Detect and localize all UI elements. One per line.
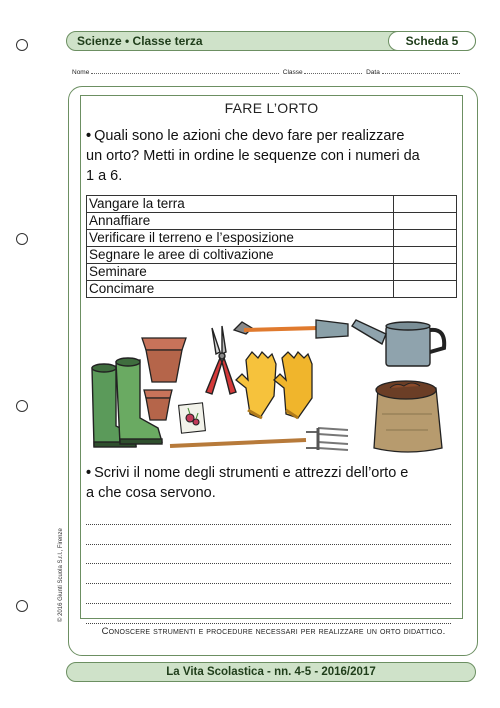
table-row <box>87 281 457 298</box>
question-1-line-2: un orto? Metti in ordine le sequenze con i numeri da <box>86 148 420 164</box>
answer-line[interactable] <box>86 564 451 584</box>
sequence-table <box>86 195 457 298</box>
copyright-notice: © 2016 Giunti Scuola S.r.l., Firenze <box>58 528 64 622</box>
pruning-shears-icon <box>206 326 236 394</box>
footer-bar <box>66 662 476 682</box>
table-row <box>87 230 457 247</box>
class-label: Classe <box>282 69 303 76</box>
soil-sack-icon <box>374 381 442 452</box>
class-field[interactable] <box>304 67 362 74</box>
table-row <box>87 196 457 213</box>
gardening-gloves-icon <box>236 352 312 418</box>
sequence-text: Seminare <box>87 264 394 281</box>
garden-tools-illustration <box>86 318 461 460</box>
sequence-number-cell[interactable] <box>394 196 457 213</box>
question-2 <box>86 463 461 503</box>
question-1 <box>86 126 461 186</box>
answer-line[interactable] <box>86 525 451 545</box>
answer-line[interactable] <box>86 584 451 604</box>
sequence-number-cell[interactable] <box>394 264 457 281</box>
sequence-number-cell[interactable] <box>394 213 457 230</box>
question-1-line-1: Quali sono le azioni che devo fare per realizzare <box>94 128 405 144</box>
answer-line[interactable] <box>86 545 451 565</box>
sequence-number-cell[interactable] <box>394 281 457 298</box>
sequence-text: Annaffiare <box>87 213 394 230</box>
punch-hole-top <box>16 39 28 51</box>
sequence-text: Vangare la terra <box>87 196 394 213</box>
table-row <box>87 247 457 264</box>
watering-can-icon <box>352 320 444 366</box>
seed-packet-icon <box>179 403 206 433</box>
date-field[interactable] <box>382 67 460 74</box>
answer-lines <box>86 505 451 624</box>
punch-hole-lower <box>16 400 28 412</box>
sequence-text: Segnare le aree di coltivazione <box>87 247 394 264</box>
punch-hole-bottom <box>16 600 28 612</box>
punch-hole-upper <box>16 233 28 245</box>
name-field[interactable] <box>91 67 279 74</box>
header-bar <box>66 31 476 51</box>
sequence-text: Concimare <box>87 281 394 298</box>
table-row <box>87 264 457 281</box>
sequence-text: Verificare il terreno e l’esposizione <box>87 230 394 247</box>
question-2-line-2: a che cosa servono. <box>86 485 216 501</box>
question-2-line-1: Scrivi il nome degli strumenti e attrezzi dell’orto e <box>94 465 409 481</box>
date-label: Data <box>366 69 380 76</box>
answer-line[interactable] <box>86 505 451 525</box>
sequence-number-cell[interactable] <box>394 247 457 264</box>
flower-pot-large-icon <box>142 338 186 382</box>
name-label: Nome <box>72 69 90 76</box>
sequence-number-cell[interactable] <box>394 230 457 247</box>
publication-label: La Vita Scolastica - nn. 4-5 - 2016/2017 <box>166 666 376 678</box>
learning-objective: Conoscere strumenti e procedure necessari per realizzare un orto didattico. <box>101 626 446 637</box>
bullet-icon: • <box>86 465 92 481</box>
subject-label: Scienze • Classe terza <box>77 34 203 48</box>
bullet-icon: • <box>86 128 92 144</box>
sheet-label: Scheda 5 <box>388 31 476 51</box>
worksheet-title: FARE L’ORTO <box>224 100 319 116</box>
table-row <box>87 213 457 230</box>
garden-spade-icon <box>234 320 348 338</box>
student-fields <box>72 67 477 76</box>
answer-line[interactable] <box>86 604 451 624</box>
question-1-line-3: 1 a 6. <box>86 168 123 184</box>
flower-pot-small-icon <box>144 390 172 420</box>
